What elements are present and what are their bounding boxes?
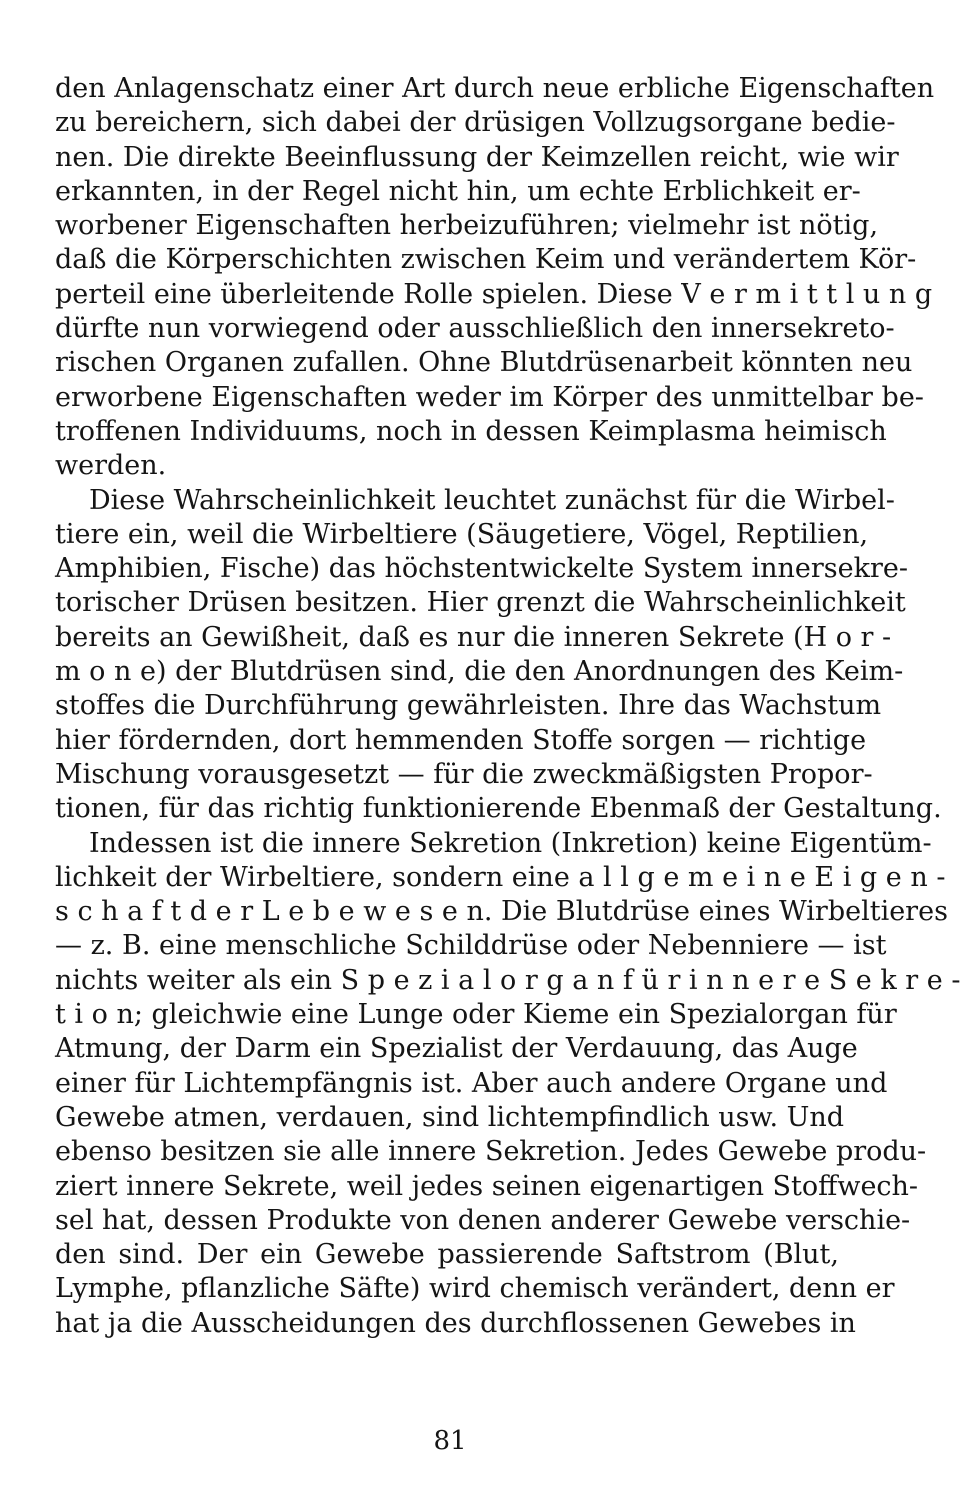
text-line: perteil eine überleitende Rolle spielen. Diese V e r m i t t l u n g <box>55 278 933 310</box>
text-line: werden. <box>55 450 167 482</box>
page-number: 81 <box>433 1426 467 1456</box>
text-line: torischer Drüsen besitzen. Hier grenzt die Wahrscheinlichkeit <box>55 587 906 619</box>
text-line: hier fördernden, dort hemmenden Stoffe sorgen — richtige <box>55 724 867 756</box>
text-line: ziert innere Sekrete, weil jedes seinen eigenartigen Stoffwech- <box>55 1170 919 1202</box>
text-line: Indessen ist die innere Sekretion (Inkretion) keine Eigentüm- <box>89 827 932 859</box>
text-line: erkannten, in der Regel nicht hin, um echte Erblichkeit er- <box>55 175 861 207</box>
text-line: m o n e) der Blutdrüsen sind, die den Anordnungen des Keim- <box>55 656 904 688</box>
text-line: Mischung vorausgesetzt — für die zweckmäßigsten Propor- <box>55 758 873 790</box>
text-line: daß die Körperschichten zwischen Keim und verändertem Kör- <box>55 244 917 276</box>
text-line: den Anlagenschatz einer Art durch neue erbliche Eigenschaften <box>55 73 935 104</box>
text-line: erworbene Eigenschaften weder im Körper des unmittelbar be- <box>55 381 924 413</box>
text-line: Gewebe atmen, verdauen, sind lichtempfindlich usw. Und <box>55 1101 845 1133</box>
text-line: nichts weiter als ein S p e z i a l o r g a n f ü r i n n e r e S e k r e - <box>55 964 960 996</box>
text-line: worbener Eigenschaften herbeizuführen; vielmehr ist nötig, <box>55 210 879 242</box>
text-line: Amphibien, Fische) das höchstentwickelte System innersekre- <box>55 553 908 585</box>
text-line: bereits an Gewißheit, daß es nur die inneren Sekrete (H o r - <box>55 621 892 653</box>
text-line: rischen Organen zufallen. Ohne Blutdrüsenarbeit könnten neu <box>55 347 913 379</box>
body-text <box>55 72 960 1341</box>
text-line: s c h a f t d e r L e b e w e s e n. Die Blutdrüse eines Wirbeltieres <box>55 896 948 928</box>
text-line: Lymphe, pflanzliche Säfte) wird chemisch verändert, denn er <box>55 1273 895 1305</box>
text-line: ebenso besitzen sie alle innere Sekretion. Jedes Gewebe produ- <box>55 1136 927 1168</box>
text-line: zu bereichern, sich dabei der drüsigen Vollzugsorgane bedie- <box>55 107 896 139</box>
text-line: Diese Wahrscheinlichkeit leuchtet zunächst für die Wirbel- <box>89 484 895 516</box>
text-line: einer für Lichtempfängnis ist. Aber auch andere Organe und <box>55 1067 888 1099</box>
text-line: tionen, für das richtig funktionierende Ebenmaß der Gestaltung. <box>55 793 942 825</box>
text-line: lichkeit der Wirbeltiere, sondern eine a l l g e m e i n e E i g e n - <box>55 861 946 893</box>
text-line: — z. B. eine menschliche Schilddrüse oder Nebenniere — ist <box>55 930 887 962</box>
text-line: sel hat, dessen Produkte von denen anderer Gewebe verschie- <box>55 1204 911 1236</box>
text-line: nen. Die direkte Beeinflussung der Keimzellen reicht, wie wir <box>55 141 899 173</box>
text-line: t i o n; gleichwie eine Lunge oder Kieme ein Spezialorgan für <box>55 999 897 1031</box>
text-line: stoffes die Durchführung gewährleisten. Ihre das Wachstum <box>55 690 882 722</box>
text-line: Atmung, der Darm ein Spezialist der Verdauung, das Auge <box>55 1033 858 1065</box>
text-line: dürfte nun vorwiegend oder ausschließlich den innersekreto- <box>55 313 895 345</box>
text-line: tiere ein, weil die Wirbeltiere (Säugetiere, Vögel, Reptilien, <box>55 518 869 550</box>
text-line: hat ja die Ausscheidungen des durchflossenen Gewebes in <box>55 1307 856 1339</box>
text-line: den sind. Der ein Gewebe passierende Saftstrom (Blut, <box>55 1239 839 1271</box>
text-line: troffenen Individuums, noch in dessen Keimplasma heimisch <box>55 415 887 447</box>
